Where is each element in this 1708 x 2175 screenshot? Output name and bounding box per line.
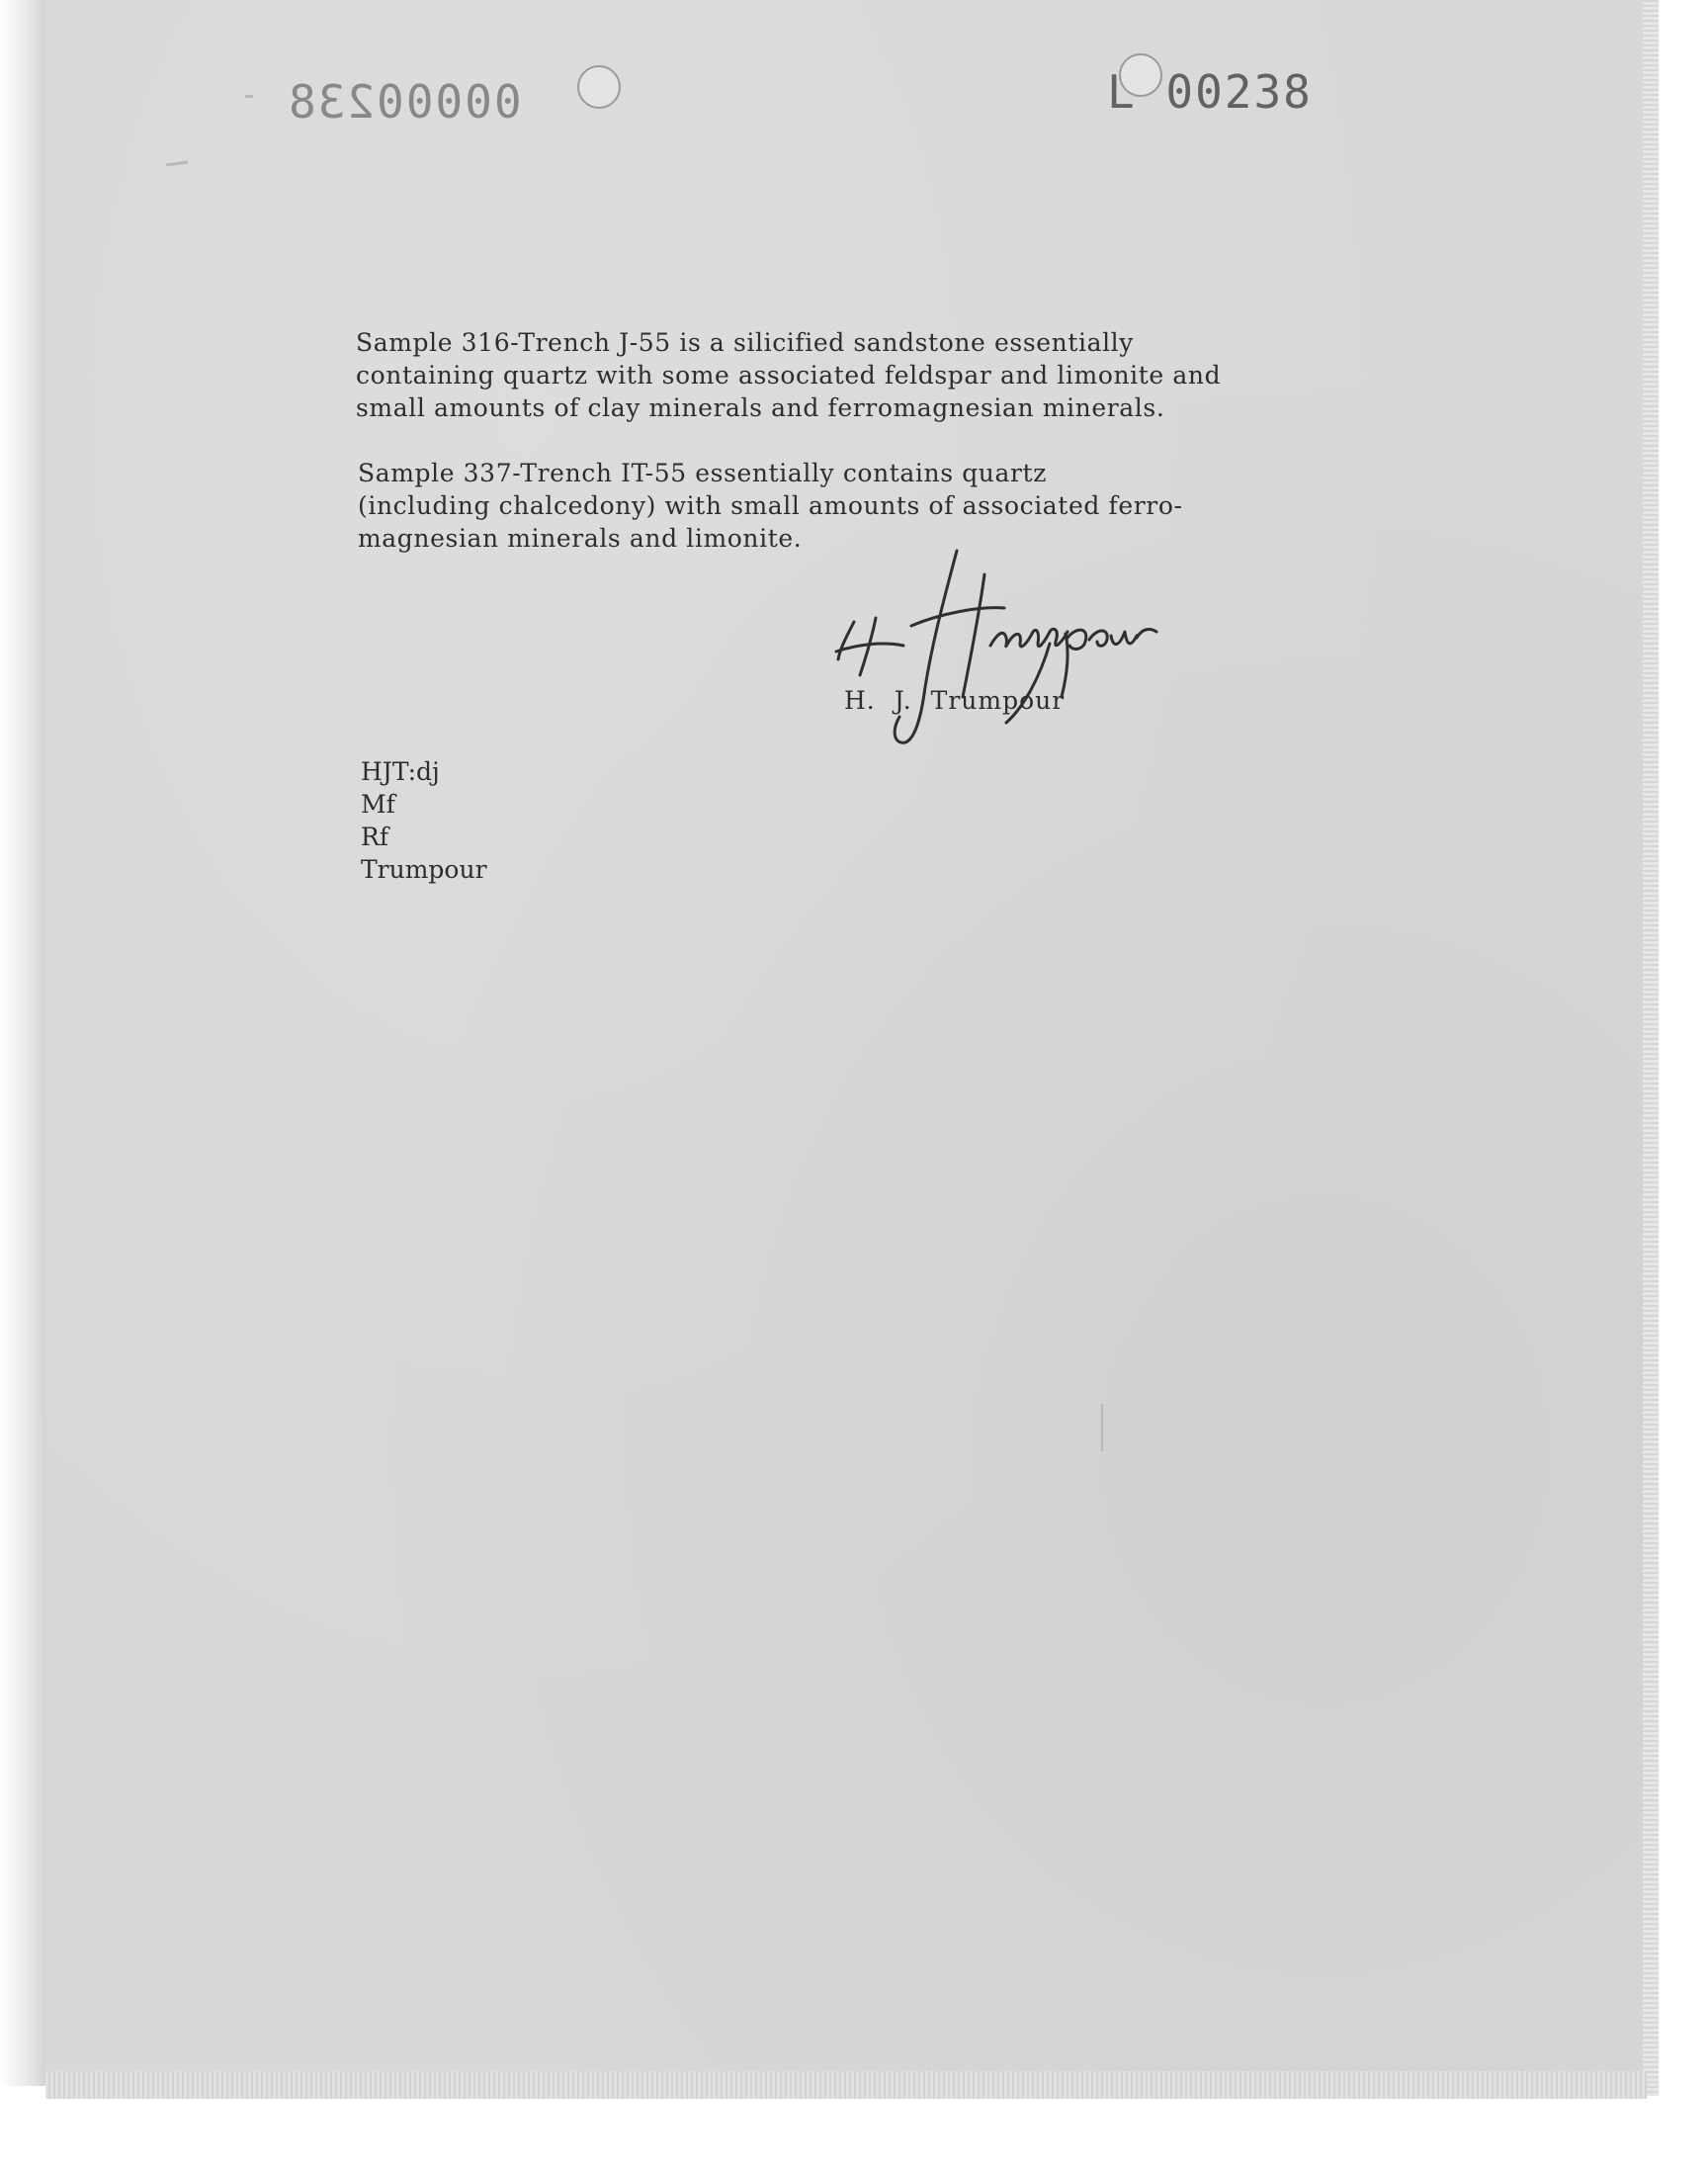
scan-edge-bottom xyxy=(45,2071,1647,2099)
paper-sheet xyxy=(45,0,1645,2071)
distribution-list xyxy=(361,755,487,886)
scan-speck xyxy=(1101,1404,1103,1451)
scan-edge-right xyxy=(1643,0,1659,2096)
document-number-stamp-mirrored: 00000238 xyxy=(287,75,522,129)
document-number-stamp: L 00238 xyxy=(1107,65,1313,119)
distribution-entry: Rf xyxy=(361,823,389,851)
scan-edge-left xyxy=(0,0,45,2086)
paragraph-sample-337: Sample 337-Trench IT-55 essentially contains quartz (including chalcedony) with small amounts of associated ferro- magnesian minerals and limonite. xyxy=(358,459,1183,553)
scan-speck xyxy=(245,95,253,98)
typist-initials: HJT:dj xyxy=(361,757,440,786)
signer-name: H. J. Trumpour xyxy=(844,686,1066,715)
distribution-entry: Mf xyxy=(361,790,395,819)
distribution-entry: Trumpour xyxy=(361,855,487,884)
punch-hole-left xyxy=(577,65,621,109)
handwritten-signature xyxy=(830,549,1186,746)
paragraph-sample-316: Sample 316-Trench J-55 is a silicified sandstone essentially containing quartz with some associated feldspar and limonite and small amounts of clay minerals and ferromagnesian minerals. xyxy=(356,328,1222,422)
